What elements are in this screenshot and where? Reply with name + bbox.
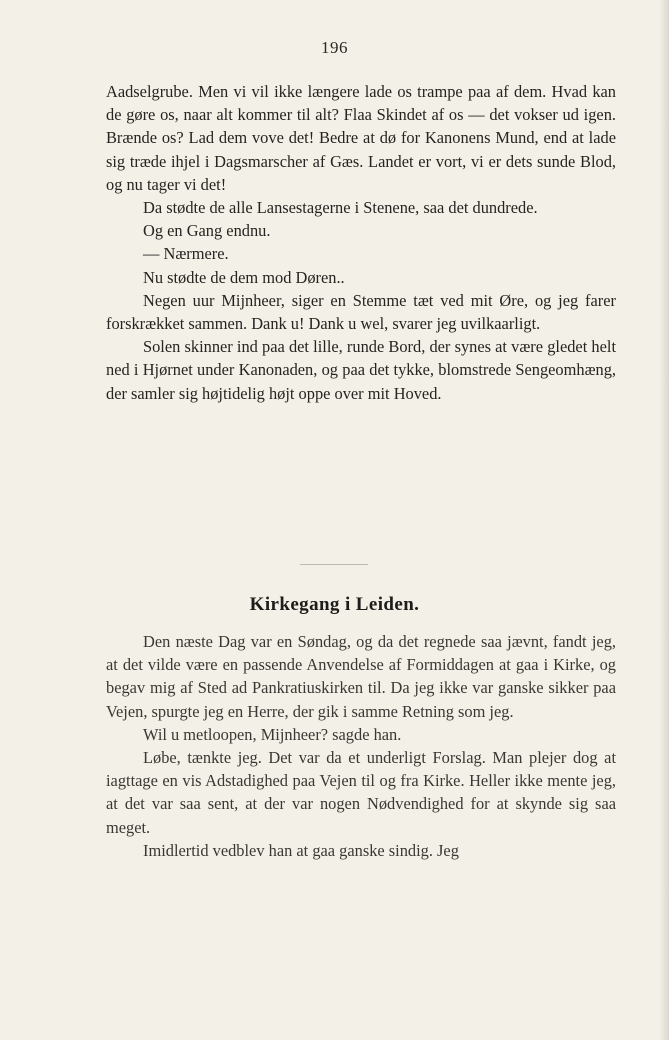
paragraph: Da stødte de alle Lansestagerne i Stenene, saa det dundrede. [143,198,538,218]
paragraph: Aadselgrube. Men vi vil ikke længere lade os trampe paa af dem. Hvad kan de gøre os, naar alt kommer til alt? Flaa Skindet af os — det vokser ud igen. Brænde os? Lad dem vove det! Bedre at dø for Kanonens Mund, end at lade sig træde ihjel i Dagsmarscher af Gæs. Landet er vort, vi er dets sunde Blod, og nu tager vi det! [106,82,616,194]
section-1-body [106,80,616,405]
paragraph: — Nærmere. [143,244,229,264]
paragraph: Den næste Dag var en Søndag, og da det regnede saa jævnt, fandt jeg, at det vilde være en passende Anvendelse af Formiddagen at gaa i Kirke, og begav mig af Sted ad Pankratiuskirken til. Da jeg ikke var ganske sikker paa Vejen, spurgte jeg en Herre, der gik i samme Retning som jeg. [106,632,616,721]
paragraph: Løbe, tænkte jeg. Det var da et underligt Forslag. Man plejer dog at iagttage en vis Adstadighed paa Vejen til og fra Kirke. Heller ikke mente jeg, at det var saa sent, at der var nogen Nødvendighed for at skynde sig saa meget. [106,748,616,837]
section-divider [300,564,368,565]
paragraph: Negen uur Mijnheer, siger en Stemme tæt ved mit Øre, og jeg farer forskrækket sammen. Dank u! Dank u wel, svarer jeg uvilkaarligt. [106,290,616,334]
page-edge-shadow [659,0,669,1040]
paragraph: Solen skinner ind paa det lille, runde Bord, der synes at være gledet helt ned i Hjørnet under Kanonaden, og paa det tykke, blomstrede Sengeomhæng, der samler sig højtidelig højt oppe over mit Hoved. [106,337,616,403]
paragraph: Wil u metloopen, Mijnheer? sagde han. [143,724,402,744]
paragraph: Nu stødte de dem mod Døren.. [143,267,345,287]
paragraph: Imidlertid vedblev han at gaa ganske sindig. Jeg [143,840,459,860]
section-2-body [106,630,616,862]
paragraph: Og en Gang endnu. [143,221,271,241]
page-number: 196 [321,38,348,57]
section-heading: Kirkegang i Leiden. [249,594,420,615]
